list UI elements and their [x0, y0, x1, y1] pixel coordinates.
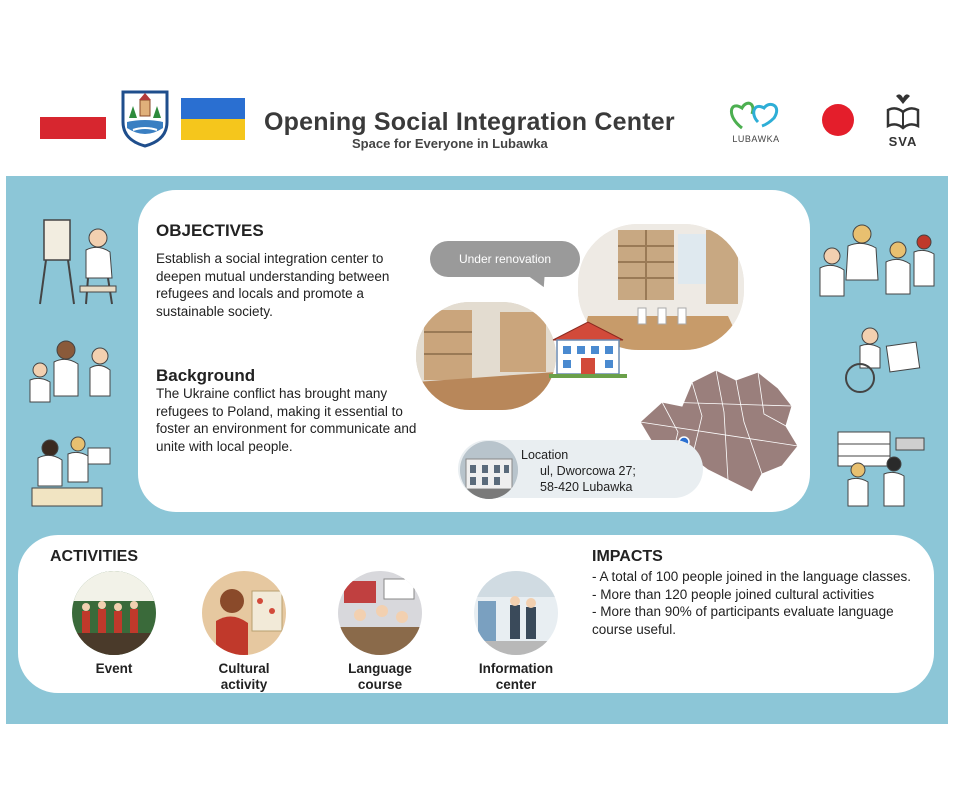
activities-heading: ACTIVITIES — [50, 548, 139, 565]
activity-cultural-label: Cultural activity — [218, 661, 270, 692]
building-house-icon — [549, 320, 627, 378]
location-address-street: ul, Dworcowa 27; — [540, 464, 636, 478]
background-text: The Ukraine conflict has brought many refugees to Poland, making it essential to foster an environment for communicate and unite with local people. — [156, 386, 417, 454]
location-building-photo — [460, 441, 518, 499]
location-label: Location — [521, 448, 569, 462]
poland-flag-icon — [40, 117, 106, 139]
language-course-photo — [338, 571, 422, 655]
impact-item: - A total of 100 people joined in the language classes. — [592, 569, 911, 584]
cultural-activity-photo — [202, 571, 286, 655]
event-photo — [72, 571, 156, 655]
lubawka-hearts-icon — [722, 92, 790, 134]
activity-information-label: Information center — [478, 661, 554, 692]
painter-illustration-icon — [36, 216, 126, 308]
sva-logo-text: SVA — [888, 134, 918, 149]
activity-language — [330, 571, 430, 693]
impact-item: - More than 120 people joined cultural activities — [592, 586, 875, 602]
japan-flag-icon — [822, 104, 854, 136]
renovation-photo-shelves — [416, 302, 556, 410]
ukraine-flag-icon — [181, 98, 245, 140]
group-meeting-illustration-icon — [26, 336, 124, 406]
background-heading: Background — [156, 366, 256, 385]
objectives-heading: OBJECTIVES — [156, 221, 264, 240]
impacts-heading: IMPACTS — [592, 548, 663, 565]
impact-item: - More than 90% of participants evaluate language course useful. — [592, 604, 894, 637]
sva-logo — [878, 92, 928, 152]
lubawka-logo-text: LUBAWKA — [732, 134, 780, 144]
header — [0, 80, 954, 175]
activity-language-label: Language course — [348, 661, 412, 692]
lubawka-crest-icon — [119, 88, 171, 148]
impacts-list — [592, 568, 927, 638]
library-illustration-icon — [836, 430, 928, 508]
activity-cultural — [194, 571, 294, 693]
under-renovation-bubble: Under renovation — [430, 241, 580, 277]
page-title: Opening Social Integration Center — [264, 108, 675, 136]
activity-event-label: Event — [95, 661, 133, 676]
group-sitting-illustration-icon — [816, 220, 940, 304]
activity-information — [466, 571, 566, 693]
lubawka-logo — [722, 92, 790, 152]
objectives-text: Establish a social integration center to deepen mutual understanding between refugees and locals and promote a sustainable society. — [156, 251, 390, 319]
location-address-postal: 58-420 Lubawka — [540, 480, 633, 494]
information-center-photo — [474, 571, 558, 655]
activity-event — [64, 571, 164, 677]
wheelchair-illustration-icon — [834, 324, 926, 396]
learning-illustration-icon — [28, 430, 120, 512]
page-subtitle: Space for Everyone in Lubawka — [352, 136, 548, 151]
sva-book-icon — [878, 92, 928, 134]
